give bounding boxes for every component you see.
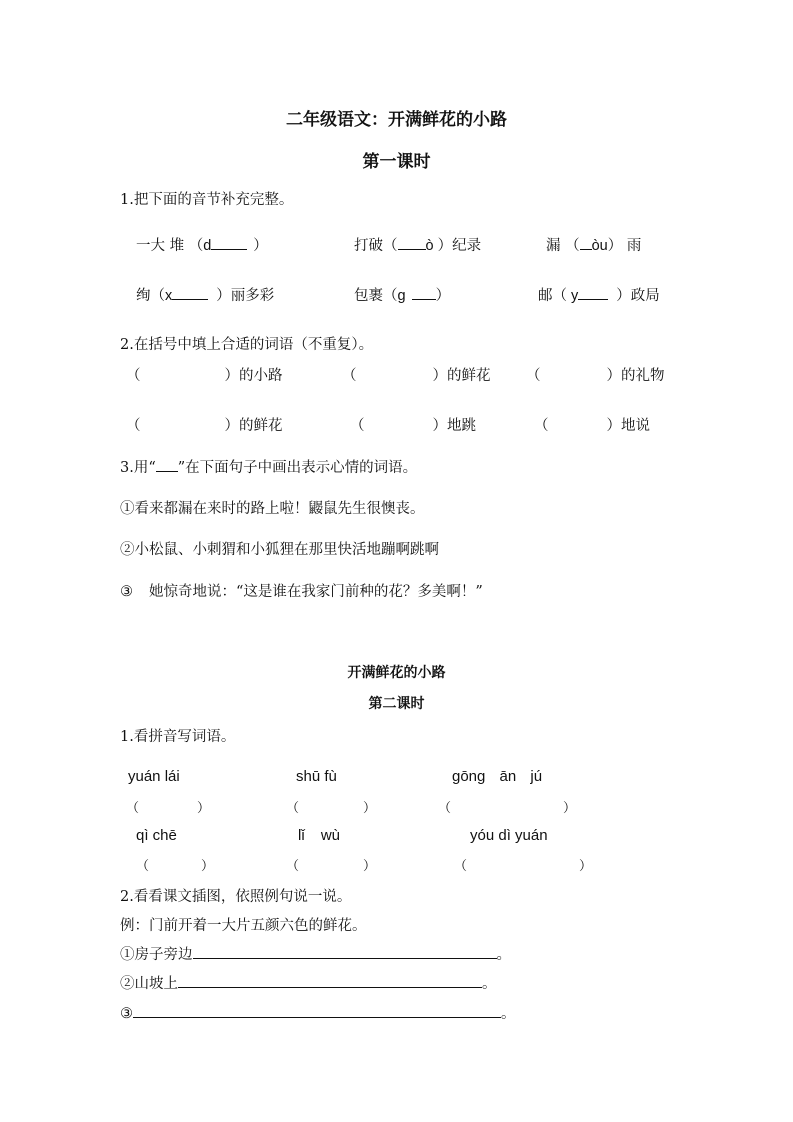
lesson-2-subtitle: 第二课时 [368, 696, 425, 712]
example-sentence: 例：门前开着一大片五颜六色的鲜花。 [120, 918, 367, 934]
pinyin-item-guo: 包裹（g ） [354, 284, 450, 305]
writing-line-2: ②山坡上 。 [120, 976, 497, 992]
answer-line[interactable] [178, 975, 482, 988]
pinyin-word: yuán lái [128, 768, 180, 785]
fill-blank-item[interactable]: （ ）的鲜花 [342, 368, 491, 384]
writing-line-1: ①房子旁边 。 [120, 947, 511, 963]
fill-blank-item[interactable]: （ ）的小路 [126, 368, 283, 384]
answer-parentheses[interactable]: （ ） [136, 859, 215, 874]
pinyin-item-you: 邮（ y ）政局 [538, 284, 660, 305]
answer-blank[interactable] [412, 285, 436, 300]
underline-sample [156, 457, 178, 472]
answer-blank[interactable] [580, 235, 592, 250]
answer-blank[interactable] [211, 235, 247, 250]
question-1-label: 1.把下面的音节补充完整。 [120, 192, 294, 208]
fill-blank-item[interactable]: （ ）地跳 [350, 418, 476, 434]
pinyin-word: shū fù [296, 768, 337, 785]
sentence-3: ③ 她惊奇地说：“这是谁在我家门前种的花？多美啊！” [120, 584, 483, 600]
pinyin-item-lou: 漏 （ òu） 雨 [546, 234, 641, 255]
answer-blank[interactable] [172, 285, 208, 300]
lesson-1-subtitle: 第一课时 [362, 152, 431, 172]
pinyin-word: qì chē [136, 827, 177, 844]
answer-line[interactable] [133, 1005, 501, 1018]
sentence-2: ②小松鼠、小刺猬和小狐狸在那里快活地蹦啊跳啊 [120, 542, 439, 558]
lesson-2-question-1-label: 1.看拼音写词语。 [120, 729, 236, 745]
answer-parentheses[interactable]: （ ） [454, 859, 593, 874]
answer-blank[interactable] [578, 285, 608, 300]
lesson-2-title: 开满鲜花的小路 [347, 665, 446, 681]
question-2-label: 2.在括号中填上合适的词语（不重复）。 [120, 337, 374, 353]
pinyin-word: yóu dì yuán [470, 827, 548, 844]
answer-parentheses[interactable]: （ ） [126, 801, 211, 816]
lesson-2-question-2-label: 2.看看课文插图，依照例句说一说。 [120, 889, 352, 905]
answer-parentheses[interactable]: （ ） [286, 859, 377, 874]
answer-parentheses[interactable]: （ ） [438, 801, 577, 816]
fill-blank-item[interactable]: （ ）地说 [534, 418, 650, 434]
question-3-label: 3.用“ ”在下面句子中画出表示心情的词语。 [120, 456, 417, 477]
answer-parentheses[interactable]: （ ） [286, 801, 377, 816]
page-title: 二年级语文：开满鲜花的小路 [286, 110, 507, 130]
answer-line[interactable] [193, 946, 497, 959]
pinyin-item-dui: 一大 堆 （d ） [136, 234, 268, 255]
pinyin-word: gōng ān jú [452, 768, 543, 785]
pinyin-item-xuan: 绚（x ）丽多彩 [136, 284, 274, 305]
fill-blank-item[interactable]: （ ）的鲜花 [126, 418, 283, 434]
pinyin-word: lǐ wù [298, 827, 341, 844]
writing-line-3: ③ 。 [120, 1006, 516, 1022]
answer-blank[interactable] [398, 235, 426, 250]
fill-blank-item[interactable]: （ ）的礼物 [526, 368, 665, 384]
pinyin-item-po: 打破（ ò ）纪录 [354, 234, 481, 255]
sentence-1: ①看来都漏在来时的路上啦！鼹鼠先生很懊丧。 [120, 501, 425, 517]
